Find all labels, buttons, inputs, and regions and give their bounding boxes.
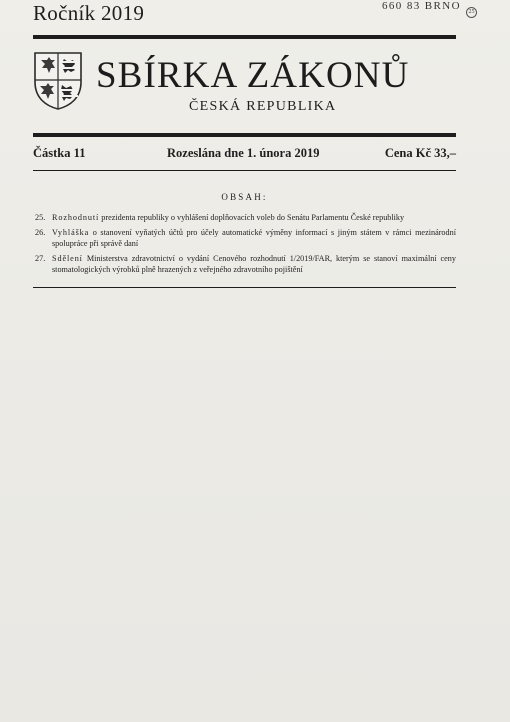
gazette-title: SBÍRKA ZÁKONŮ (96, 55, 410, 96)
contents-item-number: 25. (35, 213, 46, 222)
contents-item-type: Sdělení (52, 254, 83, 263)
contents-bottom-rule (33, 287, 456, 288)
contents-item-number: 27. (35, 254, 46, 263)
contents-item-type: Vyhláška (52, 228, 90, 237)
contents-heading: OBSAH: (221, 192, 268, 202)
contents-item-number: 26. (35, 228, 46, 237)
contents-item-type: Rozhodnutí (52, 213, 100, 222)
contents-list (33, 212, 456, 279)
contents-item (33, 227, 456, 249)
masthead-rule (33, 133, 456, 137)
top-rule (33, 35, 456, 39)
stamp-mark: 25 (466, 7, 477, 18)
meta-rule (33, 170, 456, 171)
issue-date: Rozeslána dne 1. února 2019 (167, 146, 320, 160)
contents-item-text: o stanovení vyňatých účtů pro účely automatické výměny informací s jiným státem v rámci mezinárodní spolupráce při správě daní (52, 228, 456, 248)
gazette-subtitle: ČESKÁ REPUBLIKA (189, 99, 337, 114)
contents-item (33, 212, 456, 223)
issue-price: Cena Kč 33,– (384, 146, 456, 160)
contents-item (33, 253, 456, 275)
issue-part: Částka 11 (33, 146, 86, 160)
volume-year: Ročník 2019 (33, 1, 145, 25)
contents-item-text: Ministerstva zdravotnictví o vydání Cenového rozhodnutí 1/2019/FAR, kterým se stanoví maximální ceny stomatologických výrobků plně hrazených z veřejného zdravotního pojištění (52, 254, 456, 274)
contents-item-text: prezidenta republiky o vyhlášení doplňovacích voleb do Senátu Parlamentu České republiky (99, 213, 405, 222)
postal-stamp: 660 83 BRNO (382, 0, 461, 12)
state-coat-of-arms-icon (34, 52, 82, 110)
